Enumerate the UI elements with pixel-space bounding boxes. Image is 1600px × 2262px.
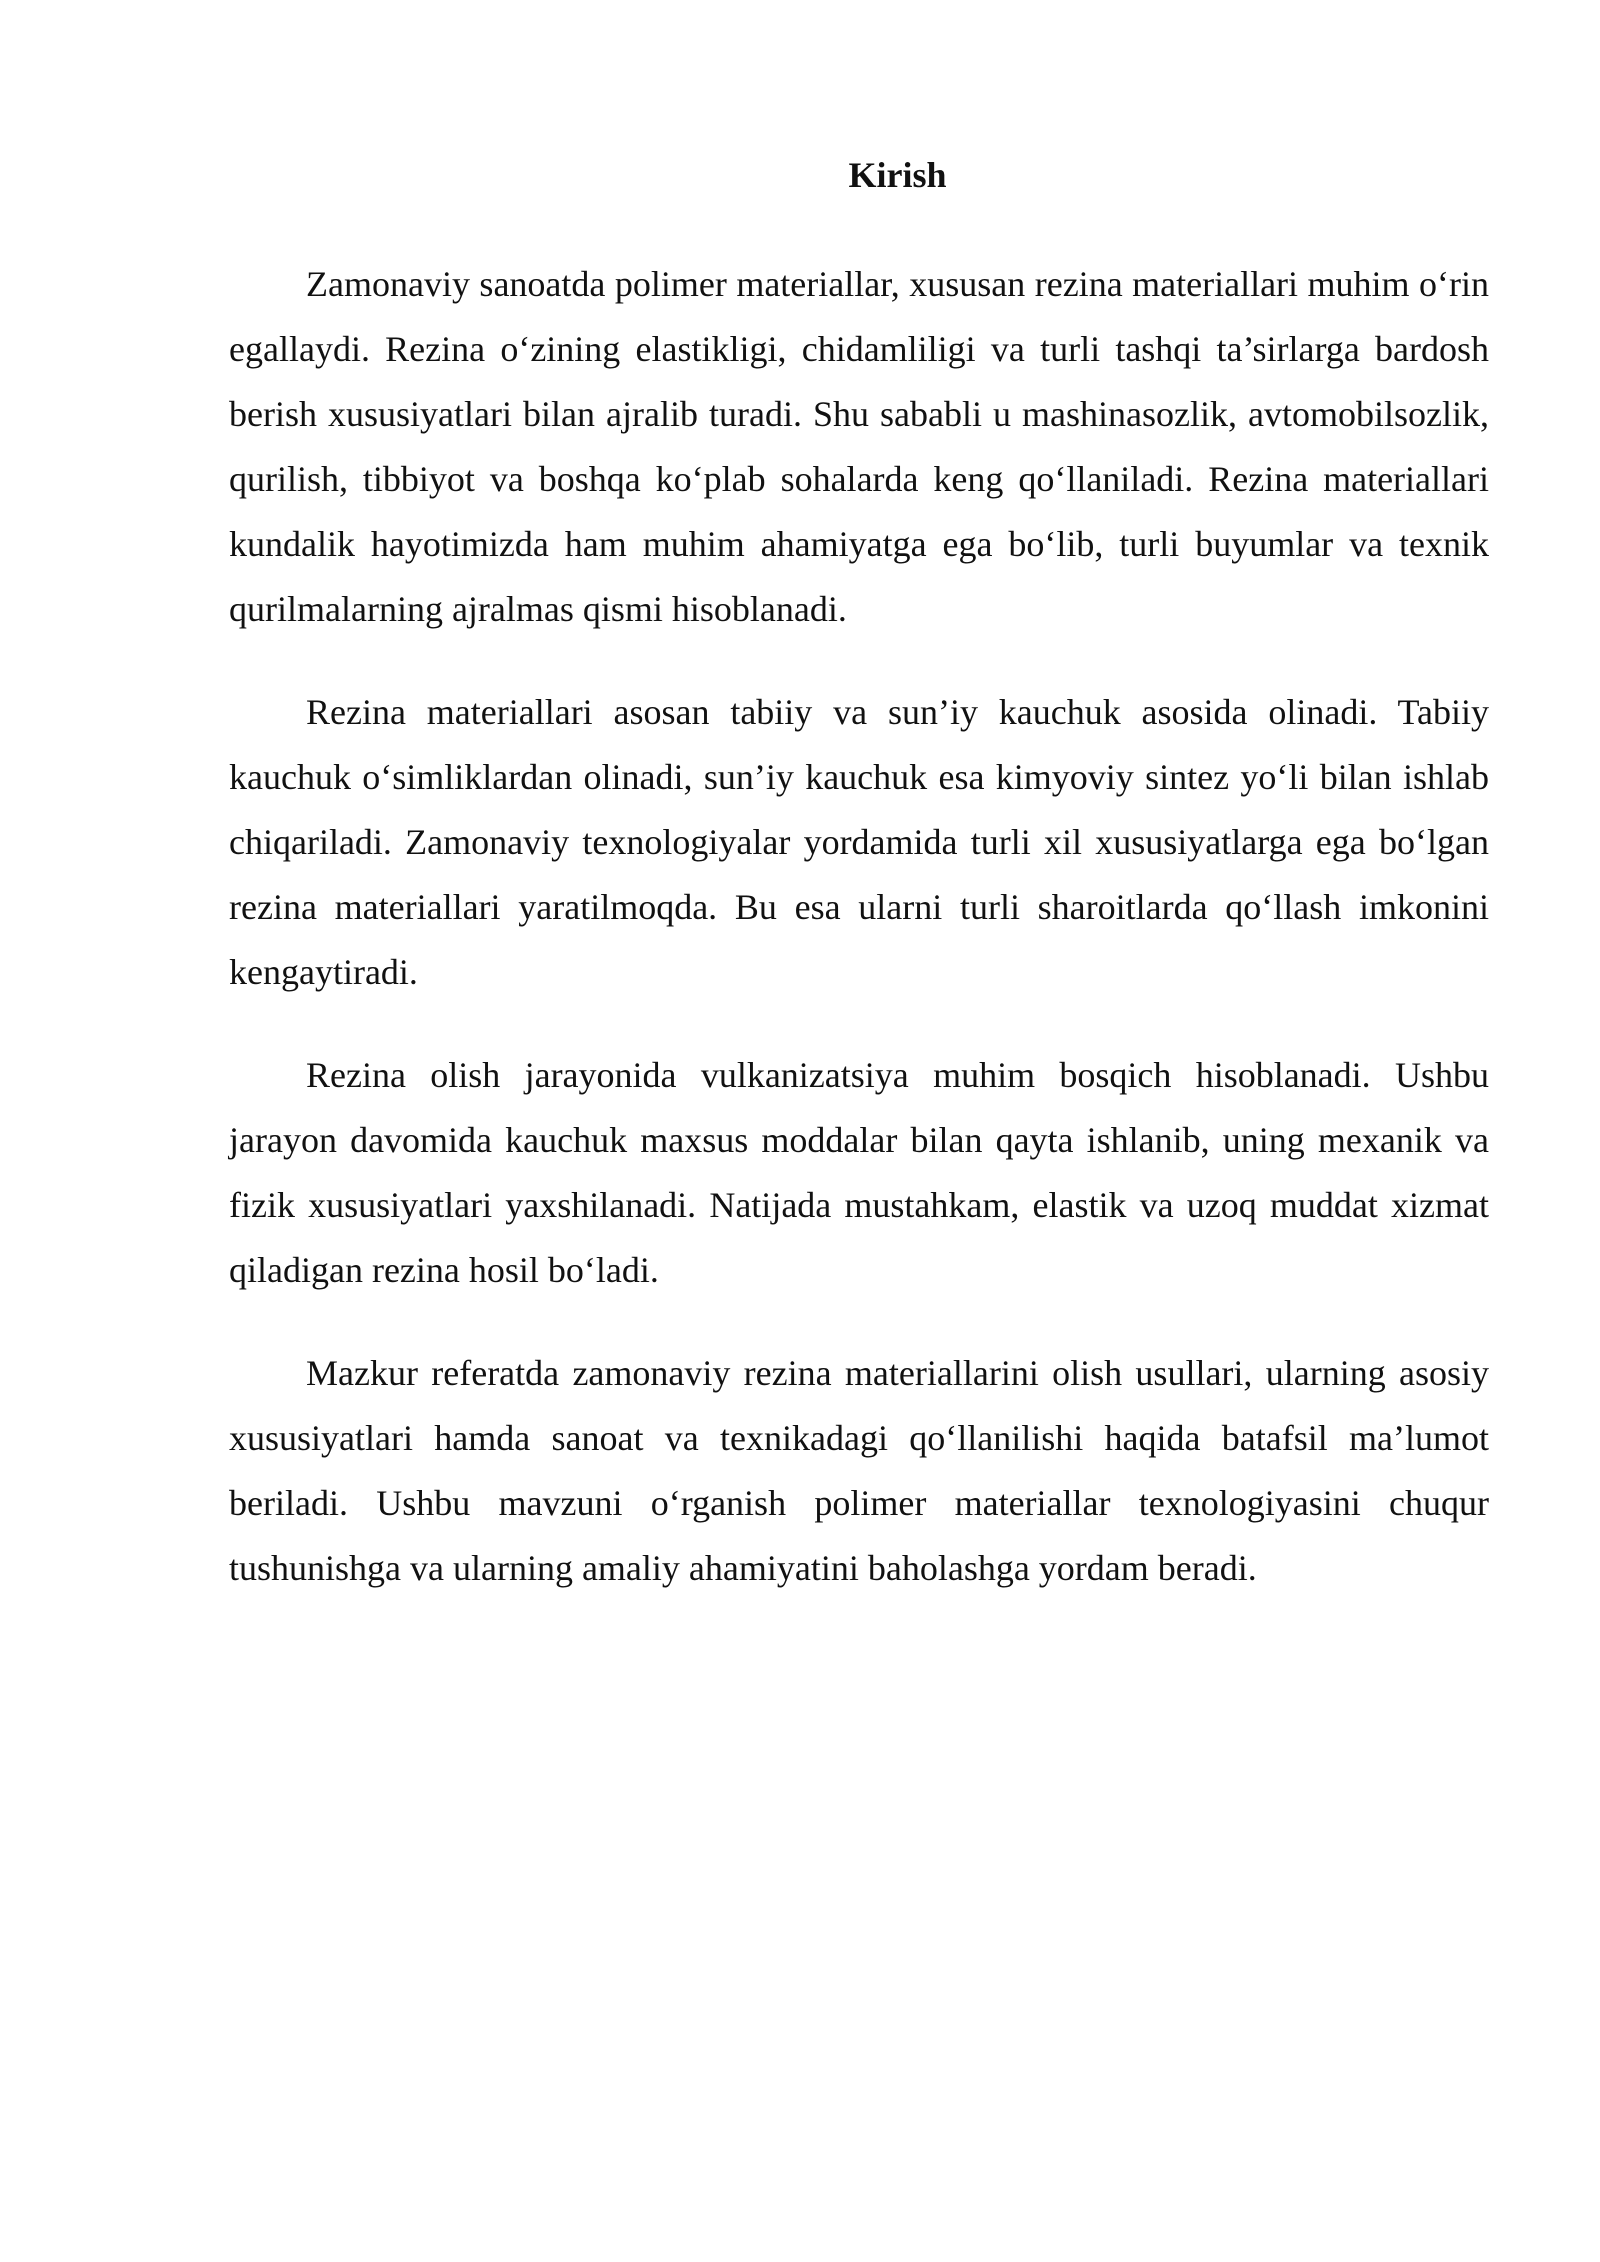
document-body [229, 252, 1489, 1639]
paragraph-4: Mazkur referatda zamonaviy rezina materiallarini olish usullari, ularning asosiy xususiyatlari hamda sanoat va texnikadagi qo‘llanilishi haqida batafsil ma’lumot beriladi. Ushbu mavzuni o‘rganish polimer materiallar texnologiyasini chuqur tushunishga va ularning amaliy ahamiyatini baholashga yordam beradi. [229, 1353, 1489, 1588]
paragraph-3: Rezina olish jarayonida vulkanizatsiya muhim bosqich hisoblanadi. Ushbu jarayon davomida kauchuk maxsus moddalar bilan qayta ishlanib, uning mexanik va fizik xususiyatlari yaxshilanadi. Natijada mustahkam, elastik va uzoq muddat xizmat qiladigan rezina hosil bo‘ladi. [229, 1055, 1489, 1290]
paragraph-1: Zamonaviy sanoatda polimer materiallar, xususan rezina materiallari muhim o‘rin egallaydi. Rezina o‘zining elastikligi, chidamliligi va turli tashqi ta’sirlarga bardosh berish xususiyatlari bilan ajralib turadi. Shu sababli u mashinasozlik, avtomobilsozlik, qurilish, tibbiyot va boshqa ko‘plab sohalarda keng qo‘llaniladi. Rezina materiallari kundalik hayotimizda ham muhim ahamiyatga ega bo‘lib, turli buyumlar va texnik qurilmalarning ajralmas qismi hisoblanadi. [229, 264, 1489, 629]
paragraph-2: Rezina materiallari asosan tabiiy va sun’iy kauchuk asosida olinadi. Tabiiy kauchuk o‘simliklardan olinadi, sun’iy kauchuk esa kimyoviy sintez yo‘li bilan ishlab chiqariladi. Zamonaviy texnologiyalar yordamida turli xil xususiyatlarga ega bo‘lgan rezina materiallari yaratilmoqda. Bu esa ularni turli sharoitlarda qo‘llash imkonini kengaytiradi. [229, 692, 1489, 992]
page-title: Kirish [848, 155, 947, 195]
